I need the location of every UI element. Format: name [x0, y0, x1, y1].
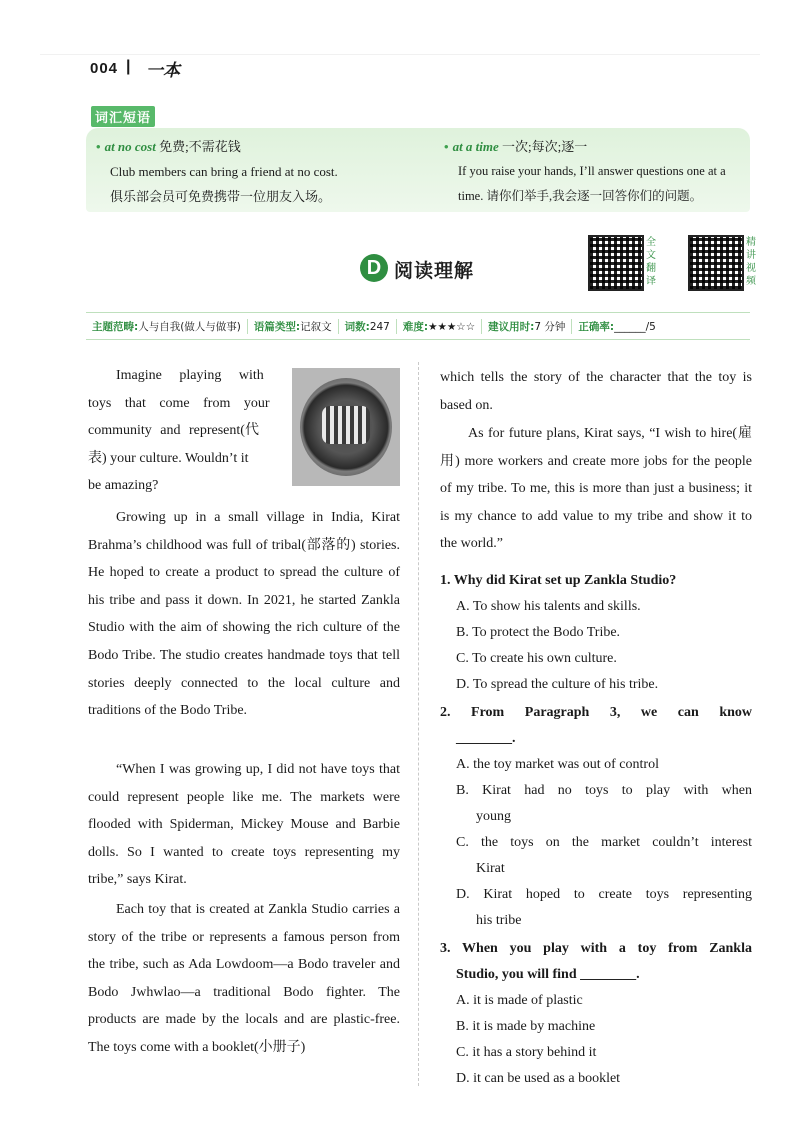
p1-line: be amazing? [88, 478, 159, 494]
question-2-stem: 2. From Paragraph 3, we can know [440, 705, 752, 720]
q2-option-c-cont[interactable]: Kirat [476, 861, 505, 876]
vocab-term: at a time [452, 139, 499, 154]
qr2-label [746, 236, 758, 288]
vocab-example-en: Club members can bring a friend at no cost. [110, 164, 338, 179]
question-3-stem: 3. When you play with a toy from Zankla [440, 941, 752, 956]
paragraph-5: As for future plans, Kirat says, “I wish to hire(雇用) more workers and create more jobs for the people of my tribe. To me, this is more than just a business; it is my chance to add value to my tribe and show it to the world.” [440, 426, 752, 552]
qr1-char: 翻 [646, 263, 656, 274]
column-divider [418, 362, 419, 1086]
q3-option-d[interactable]: D. it can be used as a booklet [456, 1071, 621, 1086]
qr1-label [646, 236, 658, 288]
paragraph-2: Growing up in a small village in India, Kirat Brahma’s childhood was full of tribal(部落的) stories. He hoped to create a product to spread the culture of his tribe and pass it down. In 2021, he started Zankla Studio with the aim of showing the rich culture of the Bodo Tribe. The studio creates handmade toys that tell stories deeply connected to the local culture and traditions of the Bodo Tribe. [88, 510, 400, 719]
q2-option-d[interactable]: D. Kirat hoped to create toys representing [456, 887, 752, 902]
q3-option-b[interactable]: B. it is made by machine [456, 1019, 596, 1034]
vocab-title: 词汇短语 [91, 106, 155, 127]
q2-option-b-cont[interactable]: young [476, 809, 511, 824]
qr2-char: 视 [746, 263, 756, 274]
qr1-char: 文 [646, 250, 656, 261]
p1-line: 表) your culture. Wouldn’t it [88, 450, 249, 466]
q2-option-b[interactable]: B. Kirat had no toys to play with when [456, 783, 752, 798]
q1-option-c[interactable]: C. To create his own culture. [456, 651, 617, 666]
info-wordcount [339, 319, 397, 334]
qr1-char: 译 [646, 276, 656, 287]
question-2-blank[interactable]: ________. [456, 731, 516, 746]
info-key: 建议用时: [488, 320, 535, 333]
page-number: 004 [90, 60, 119, 77]
info-value: 7 分钟 [534, 320, 566, 333]
p1-line: Imagine playing with [116, 368, 264, 383]
p1-line: toys that come from your [88, 395, 270, 411]
q1-option-d[interactable]: D. To spread the culture of his tribe. [456, 677, 659, 692]
toy-figure [322, 406, 370, 444]
info-theme [86, 319, 248, 334]
info-value: ______/5 [614, 320, 656, 333]
vocab-example-zh: 俱乐部会员可免费携带一位朋友入场。 [110, 189, 332, 204]
paragraph-1 [88, 362, 284, 500]
qr2-char: 精 [746, 237, 756, 248]
bullet-icon: • [96, 139, 101, 154]
q1-option-b[interactable]: B. To protect the Bodo Tribe. [456, 625, 621, 640]
info-difficulty [397, 319, 482, 334]
info-value: ★★★☆☆ [428, 320, 476, 333]
vocab-meaning: 免费;不需花钱 [159, 139, 241, 154]
qr1-char: 全 [646, 237, 656, 248]
info-accuracy [572, 319, 661, 334]
info-key: 正确率: [578, 320, 615, 333]
info-bar [86, 312, 750, 340]
top-rule [40, 54, 760, 55]
paragraph-4-cont: which tells the story of the character that the toy is based on. [440, 370, 752, 413]
story-image [292, 368, 400, 486]
section-badge: D [360, 254, 388, 282]
q2-option-c[interactable]: C. the toys on the market couldn’t interest [456, 835, 752, 850]
section-title: 阅读理解 [394, 260, 475, 282]
info-key: 词数: [344, 320, 370, 333]
q3-option-a[interactable]: A. it is made of plastic [456, 993, 583, 1008]
question-1-stem: 1. Why did Kirat set up Zankla Studio? [440, 573, 677, 588]
paragraph-4: Each toy that is created at Zankla Studio carries a story of the tribe or represents a famous person from the tribe, such as Ada Lowdoom—a Bodo traveler and Bodo Jwhwlao—a traditional Bodo fighter. The products are made by the locals and are plastic-free. The toys come with a booklet(小册子) [88, 902, 400, 1055]
q1-option-a[interactable]: A. To show his talents and skills. [456, 599, 641, 614]
header-separator: | [126, 58, 131, 75]
p1-line: community and represent(代 [88, 423, 259, 439]
vocab-left [96, 134, 426, 209]
q2-option-d-cont[interactable]: his tribe [476, 913, 522, 928]
info-key: 主题范畴: [92, 320, 139, 333]
qr-code-translation-icon[interactable] [588, 235, 644, 291]
vocab-right [444, 134, 750, 209]
q3-option-c[interactable]: C. it has a story behind it [456, 1045, 597, 1060]
q2-option-a[interactable]: A. the toy market was out of control [456, 757, 659, 772]
qr2-char: 频 [746, 276, 756, 287]
vocab-example-mixed: time. 请你们举手,我会逐一回答你们的问题。 [458, 189, 703, 203]
brand-logo: 一本 [146, 61, 180, 80]
info-key: 语篇类型: [253, 320, 301, 333]
vocab-meaning: 一次;每次;逐一 [502, 139, 588, 154]
vocab-term: at no cost [104, 139, 156, 154]
info-value: 记叙文 [300, 320, 332, 333]
info-time [482, 319, 572, 334]
bullet-icon: • [444, 139, 449, 154]
question-3-stem-cont: Studio, you will find ________. [456, 967, 640, 982]
info-key: 难度: [402, 320, 429, 333]
qr-code-video-icon[interactable] [688, 235, 744, 291]
info-value: 人与自我(做人与做事) [138, 320, 241, 333]
info-value: 247 [369, 320, 390, 333]
paragraph-3: “When I was growing up, I did not have toys that could represent people like me. The markets were flooded with Spiderman, Mickey Mouse and Barbie dolls. So I wanted to create toys representing my tribe,” says Kirat. [88, 762, 400, 888]
toy-plate-image [300, 378, 392, 476]
info-genre [248, 319, 339, 334]
qr2-char: 讲 [746, 250, 756, 261]
vocab-example-en: If you raise your hands, I’ll answer questions one at a [458, 164, 726, 178]
